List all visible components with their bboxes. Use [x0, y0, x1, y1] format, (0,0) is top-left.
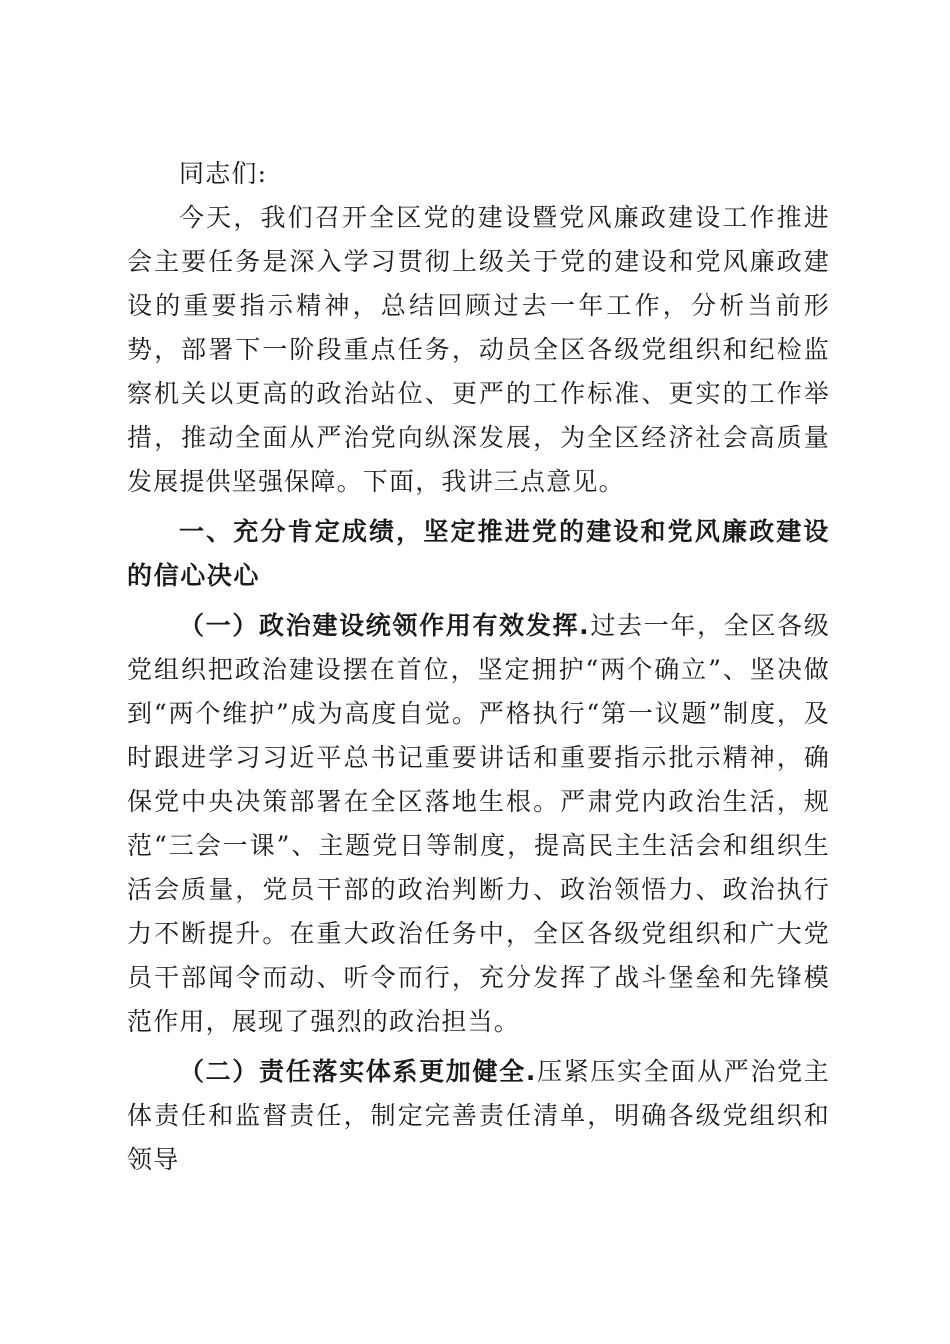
subsection-1	[127, 604, 830, 1044]
subsection-2	[127, 1050, 830, 1182]
document-body	[127, 152, 830, 1182]
greeting: 同志们:	[179, 159, 268, 188]
subsection-1-title: （一）政治建设统领作用有效发挥.	[179, 611, 590, 640]
subsection-2-body: 压紧压实全面从严治党主体责任和监督责任，制定完善责任清单，明确各级党组织和领导	[127, 1057, 830, 1174]
subsection-2-title: （二）责任落实体系更加健全.	[179, 1057, 537, 1086]
section-heading-1: 一、充分肯定成绩，坚定推进党的建设和党风廉政建设的信心决心	[127, 517, 830, 590]
intro-paragraph: 今天，我们召开全区党的建设暨党风廉政建设工作推进会主要任务是深入学习贯彻上级关于党的建设和党风廉政建设的重要指示精神，总结回顾过去一年工作，分析当前形势，部署下一阶段重点任务，动员全区各级党组织和纪检监察机关以更高的政治站位、更严的工作标准、更实的工作举措，推动全面从严治党向纵深发展，为全区经济社会高质量发展提供坚强保障。下面，我讲三点意见。	[127, 203, 830, 496]
subsection-1-body: 过去一年，全区各级党组织把政治建设摆在首位，坚定拥护“两个确立”、坚决做到“两个维护”成为高度自觉。严格执行“第一议题”制度，及时跟进学习习近平总书记重要讲话和重要指示批示精神，确保党中央决策部署在全区落地生根。严肃党内政治生活，规范“三会一课”、主题党日等制度，提高民主生活会和组织生活会质量，党员干部的政治判断力、政治领悟力、政治执行力不断提升。在重大政治任务中，全区各级党组织和广大党员干部闻令而动、听令而行，充分发挥了战斗堡垒和先锋模范作用，展现了强烈的政治担当。	[127, 611, 830, 1036]
